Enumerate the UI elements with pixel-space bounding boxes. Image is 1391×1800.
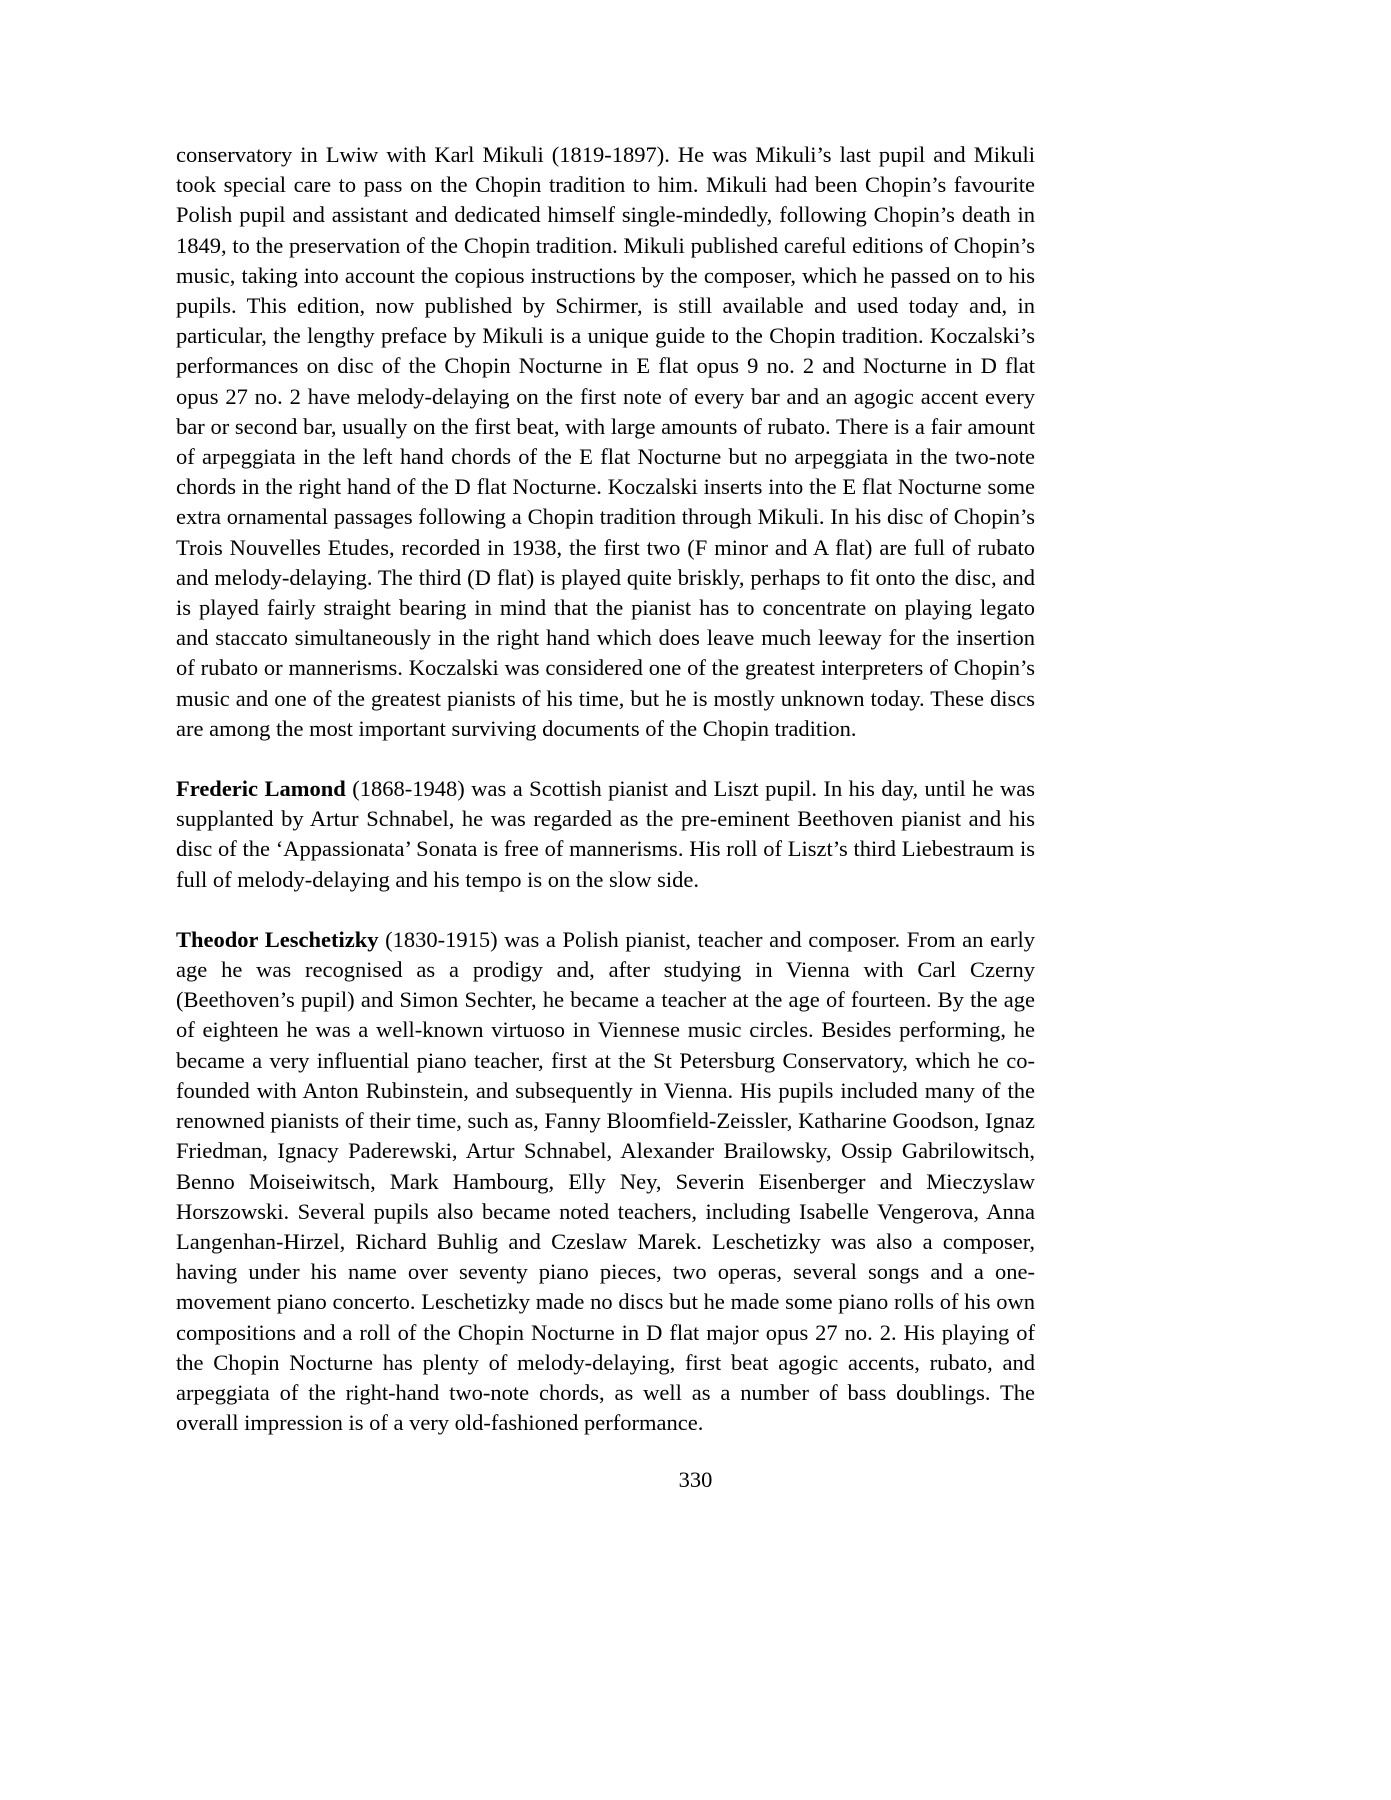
paragraph-frederic-lamond	[176, 774, 1035, 895]
entry-heading-leschetizky: Theodor Leschetizky	[176, 926, 379, 952]
paragraph-koczalski	[176, 140, 1035, 744]
paragraph-text: conservatory in Lwiw with Karl Mikuli (1819-1897). He was Mikuli’s last pupil and Mikuli took special care to pass on the Chopin tradition to him. Mikuli had been Chopin’s favourite Polish pupil and assistant and dedicated himself single-mindedly, following Chopin’s death in 1849, to the preservation of the Chopin tradition. Mikuli published careful editions of Chopin’s music, taking into account the copious instructions by the composer, which he passed on to his pupils. This edition, now published by Schirmer, is still available and used today and, in particular, the lengthy preface by Mikuli is a unique guide to the Chopin tradition. Koczalski’s performances on disc of the Chopin Nocturne in E flat opus 9 no. 2 and Nocturne in D flat opus 27 no. 2 have melody-delaying on the first note of every bar and an agogic accent every bar or second bar, usually on the first beat, with large amounts of rubato. There is a fair amount of arpeggiata in the left hand chords of the E flat Nocturne but no arpeggiata in the two-note chords in the right hand of the D flat Nocturne. Koczalski inserts into the E flat Nocturne some extra ornamental passages following a Chopin tradition through Mikuli. In his disc of Chopin’s Trois Nouvelles Etudes, recorded in 1938, the first two (F minor and A flat) are full of rubato and melody-delaying. The third (D flat) is played quite briskly, perhaps to fit onto the disc, and is played fairly straight bearing in mind that the pianist has to concentrate on playing legato and staccato simultaneously in the right hand which does leave much leeway for the insertion of rubato or mannerisms. Koczalski was considered one of the greatest interpreters of Chopin’s music and one of the greatest pianists of his time, but he is mostly unknown today. These discs are among the most important surviving documents of the Chopin tradition.	[176, 142, 1035, 741]
entry-heading-lamond: Frederic Lamond	[176, 776, 346, 802]
paragraph-text: (1830-1915) was a Polish pianist, teacher and composer. From an early age he was recognised as a prodigy and, after studying in Vienna with Carl Czerny (Beethoven’s pupil) and Simon Sechter, he became a teacher at the age of fourteen. By the age of eighteen he was a well-known virtuoso in Viennese music circles. Besides performing, he became a very influential piano teacher, first at the St Petersburg Conservatory, which he co-founded with Anton Rubinstein, and subsequently in Vienna. His pupils included many of the renowned pianists of their time, such as, Fanny Bloomfield-Zeissler, Katharine Goodson, Ignaz Friedman, Ignacy Paderewski, Artur Schnabel, Alexander Brailowsky, Ossip Gabrilowitsch, Benno Moiseiwitsch, Mark Hambourg, Elly Ney, Severin Eisenberger and Mieczyslaw Horszowski. Several pupils also became noted teachers, including Isabelle Vengerova, Anna Langenhan-Hirzel, Richard Buhlig and Czeslaw Marek. Leschetizky was also a composer, having under his name over seventy piano pieces, two operas, several songs and a one-movement piano concerto. Leschetizky made no discs but he made some piano rolls of his own compositions and a roll of the Chopin Nocturne in D flat major opus 27 no. 2. His playing of the Chopin Nocturne has plenty of melody-delaying, first beat agogic accents, rubato, and arpeggiata of the right-hand two-note chords, as well as a number of bass doublings. The overall impression is of a very old-fashioned performance.	[176, 926, 1035, 1436]
paragraph-text: (1868-1948) was a Scottish pianist and Liszt pupil. In his day, until he was supplanted by Artur Schnabel, he was regarded as the pre-eminent Beethoven pianist and his disc of the ‘Appassionata’ Sonata is free of mannerisms. His roll of Liszt’s third Liebestraum is full of melody-delaying and his tempo is on the slow side.	[176, 776, 1035, 892]
paragraph-theodor-leschetizky	[176, 925, 1035, 1438]
page-number: 330	[678, 1467, 713, 1492]
page-body	[176, 140, 1035, 1438]
